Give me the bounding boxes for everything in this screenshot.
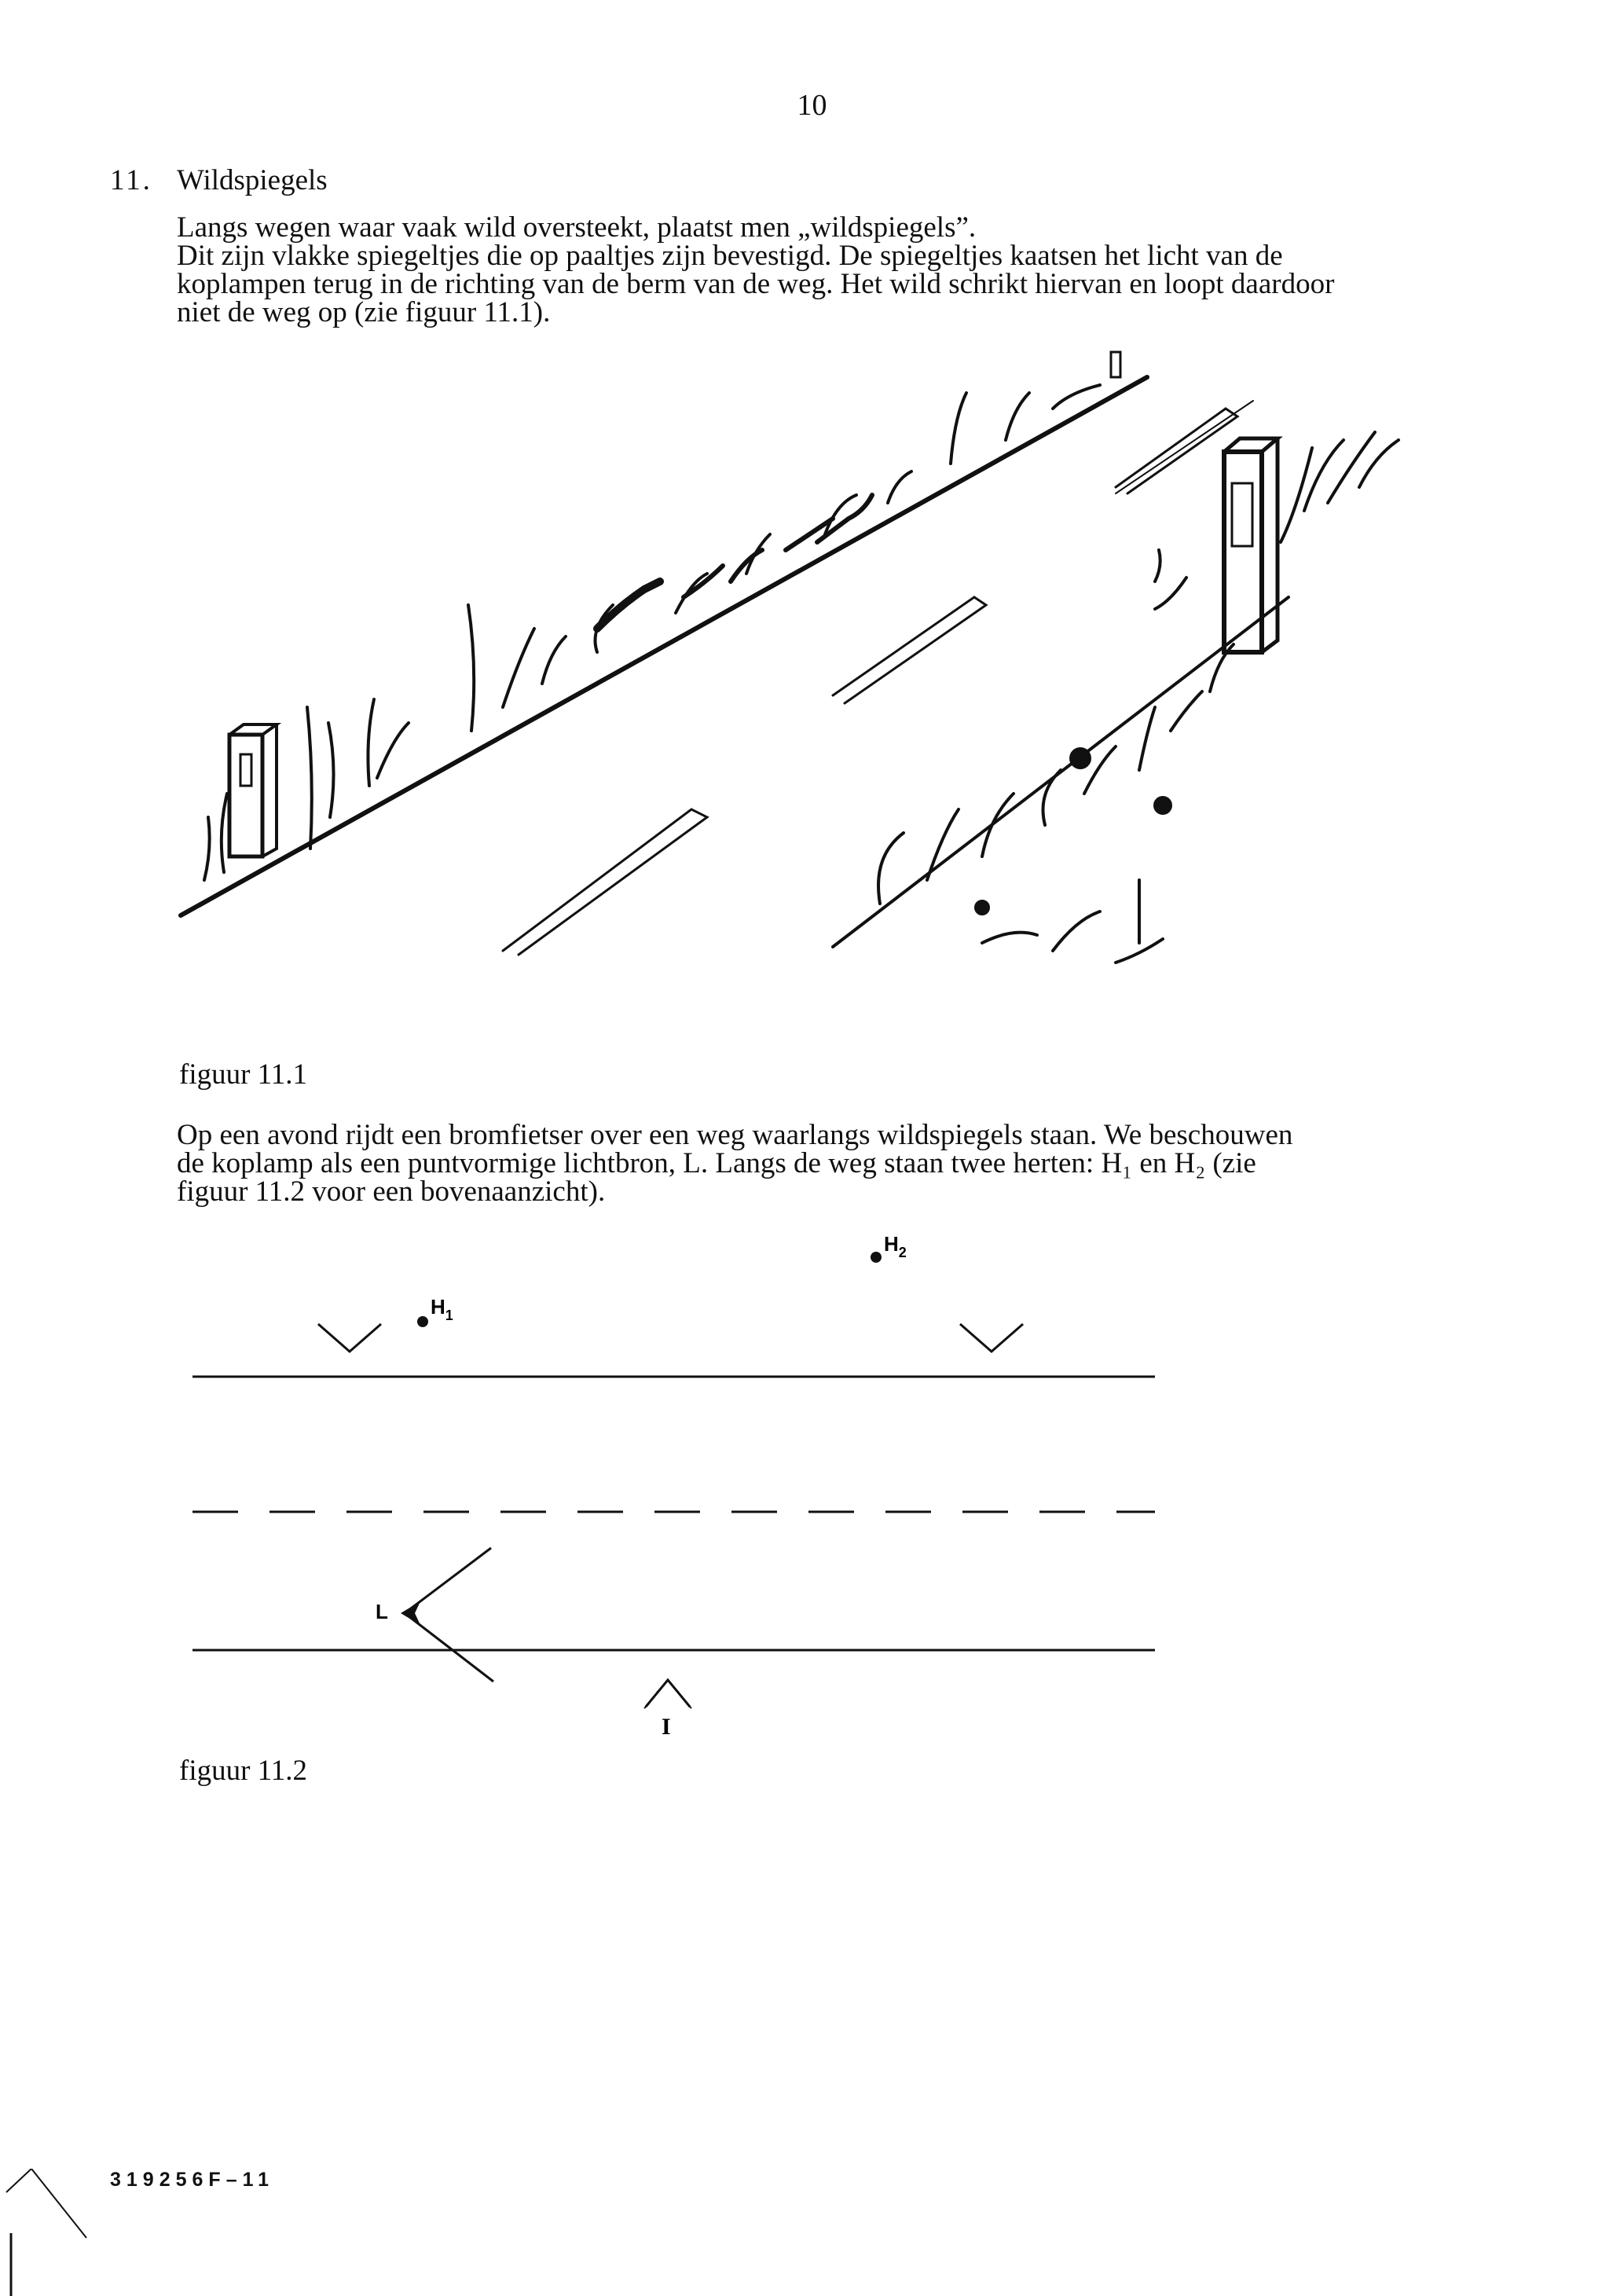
deer-H1-dot <box>417 1316 428 1327</box>
figure-11-2-diagram <box>0 1176 1624 1776</box>
lamp-L-icon <box>401 1601 420 1625</box>
deer-H2-dot <box>871 1252 882 1263</box>
footer-code: 319256F–11 <box>110 2169 275 2191</box>
figure-11-1-caption: figuur 11.1 <box>179 1058 308 1091</box>
label-L: L <box>376 1600 388 1623</box>
question-number: 11. <box>110 164 152 196</box>
mirror-i-hatching <box>644 1688 691 1708</box>
mirror-i-marker <box>646 1680 690 1707</box>
figure-11-1-illustration <box>0 0 1624 1021</box>
mirror-v-left <box>318 1324 381 1352</box>
intro-line-3: koplampen terug in de richting van de berm van de weg. Het wild schrikt hiervan en loopt daardoor <box>177 268 1335 300</box>
body-line-1: Op een avond rijdt een bromfietser over een weg waarlangs wildspiegels staan. We beschouwen <box>177 1119 1293 1151</box>
figure-11-2-caption: figuur 11.2 <box>179 1755 308 1787</box>
intro-line-2: Dit zijn vlakke spiegeltjes die op paaltjes zijn bevestigd. De spiegeltjes kaatsen het licht van de <box>177 240 1283 272</box>
mirror-v-right <box>960 1324 1023 1352</box>
corner-crop-mark <box>0 2169 102 2296</box>
intro-line-1: Langs wegen waar vaak wild oversteekt, plaatst men „wildspiegels”. <box>177 211 977 244</box>
body-line-2: de koplamp als een puntvormige lichtbron, L. Langs de weg staan twee herten: H₁ en H₂ (zie <box>177 1147 1256 1179</box>
label-I: I <box>662 1714 671 1740</box>
body-line-3: figuur 11.2 voor een bovenaanzicht). <box>177 1176 606 1208</box>
label-H2: $H_2$ <box>884 1232 907 1260</box>
question-title: Wildspiegels <box>177 164 328 196</box>
label-H1: $H_1$ <box>431 1295 453 1323</box>
page-number: 10 <box>797 89 827 122</box>
intro-line-4: niet de weg op (zie figuur 11.1). <box>177 296 551 328</box>
